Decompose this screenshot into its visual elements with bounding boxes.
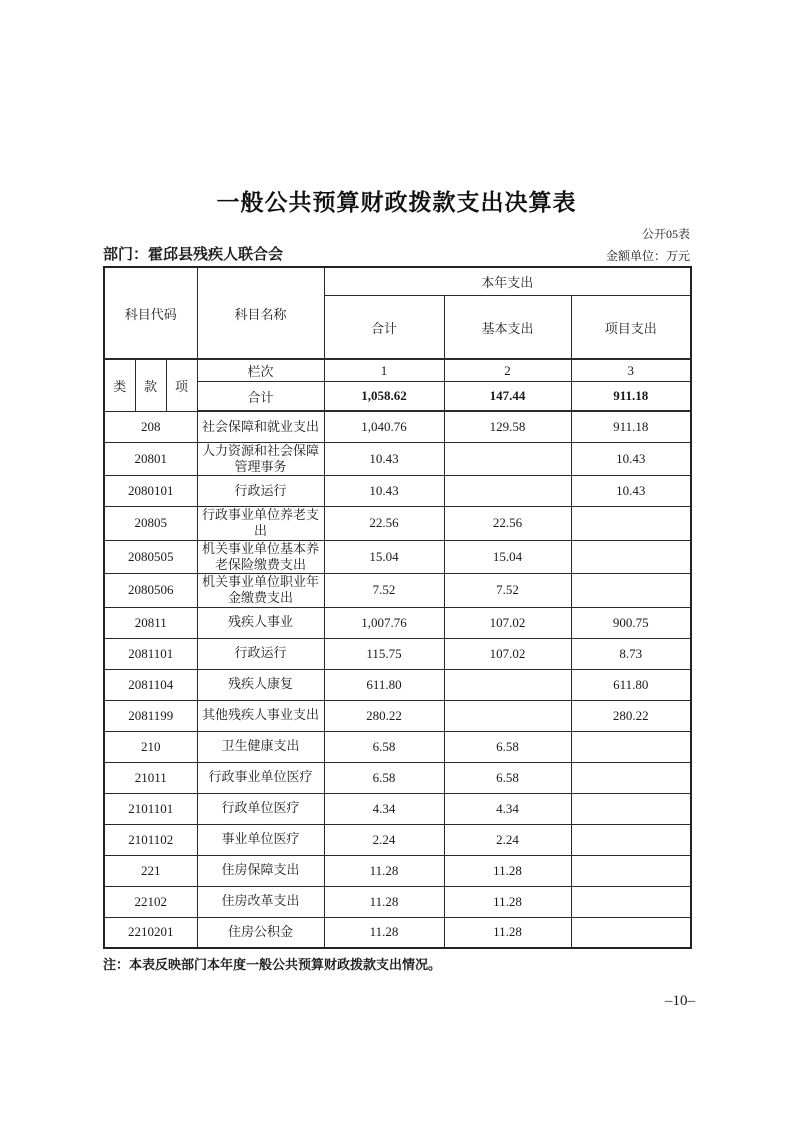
basic-value-cell: 4.34: [444, 793, 571, 824]
department-label: 部门：霍邱县残疾人联合会: [103, 247, 284, 263]
project-value-cell: [571, 824, 691, 855]
basic-value-cell: 2.24: [444, 824, 571, 855]
basic-value-cell: [444, 700, 571, 731]
subject-code-cell: 2101102: [104, 824, 197, 855]
table-row: [104, 700, 691, 731]
basic-value-cell: 6.58: [444, 731, 571, 762]
project-value-cell: [571, 540, 691, 574]
basic-value-cell: 15.04: [444, 540, 571, 574]
table-row: [104, 607, 691, 638]
basic-value-cell: [444, 442, 571, 476]
total-value-cell: 7.52: [324, 574, 444, 608]
total-value-cell: 4.34: [324, 793, 444, 824]
column-index-label: 栏次: [197, 359, 324, 382]
header-row-1: [104, 267, 691, 296]
footnote: 注：本表反映部门本年度一般公共预算财政拨款支出情况。: [103, 957, 442, 972]
project-value-cell: [571, 762, 691, 793]
grand-total-label: 合计: [197, 382, 324, 412]
page-title: 一般公共预算财政拨款支出决算表: [216, 189, 577, 215]
form-code-label: 公开05表: [641, 227, 690, 241]
subject-code-cell: 2101101: [104, 793, 197, 824]
total-value-cell: 11.28: [324, 855, 444, 886]
header-section: 款: [135, 359, 166, 411]
basic-value-cell: 11.28: [444, 886, 571, 917]
header-col-basic: 基本支出: [444, 296, 571, 360]
subject-name-cell: 机关事业单位基本养老保险缴费支出: [197, 540, 324, 574]
subject-name-cell: 行政事业单位养老支出: [197, 507, 324, 541]
subject-code-cell: 22102: [104, 886, 197, 917]
subject-code-cell: 2210201: [104, 917, 197, 948]
project-value-cell: 10.43: [571, 442, 691, 476]
subject-code-cell: 2080506: [104, 574, 197, 608]
grand-total-total: 1,058.62: [324, 382, 444, 412]
table-row: [104, 442, 691, 476]
basic-value-cell: 11.28: [444, 917, 571, 948]
project-value-cell: 10.43: [571, 476, 691, 507]
subject-name-cell: 社会保障和就业支出: [197, 411, 324, 442]
subject-code-cell: 221: [104, 855, 197, 886]
table-row: [104, 574, 691, 608]
subject-code-cell: 2081199: [104, 700, 197, 731]
header-subject-code: 科目代码: [104, 267, 197, 359]
table-row: [104, 411, 691, 442]
table-row: [104, 638, 691, 669]
total-value-cell: 6.58: [324, 731, 444, 762]
total-value-cell: 22.56: [324, 507, 444, 541]
total-value-cell: 11.28: [324, 886, 444, 917]
document-content: [103, 0, 690, 973]
meta-row: [103, 243, 690, 264]
total-value-cell: 1,007.76: [324, 607, 444, 638]
project-value-cell: [571, 731, 691, 762]
project-value-cell: [571, 886, 691, 917]
subject-name-cell: 残疾人事业: [197, 607, 324, 638]
subject-code-cell: 210: [104, 731, 197, 762]
unit-label: 金额单位：万元: [605, 249, 690, 263]
subject-name-cell: 残疾人康复: [197, 669, 324, 700]
table-row: [104, 917, 691, 948]
subject-code-cell: 2080101: [104, 476, 197, 507]
project-value-cell: 280.22: [571, 700, 691, 731]
project-value-cell: 611.80: [571, 669, 691, 700]
total-value-cell: 6.58: [324, 762, 444, 793]
table-row: [104, 886, 691, 917]
project-value-cell: 911.18: [571, 411, 691, 442]
project-value-cell: 900.75: [571, 607, 691, 638]
project-value-cell: 8.73: [571, 638, 691, 669]
subject-code-cell: 2081104: [104, 669, 197, 700]
subject-code-cell: 2080505: [104, 540, 197, 574]
basic-value-cell: 107.02: [444, 607, 571, 638]
subject-name-cell: 住房改革支出: [197, 886, 324, 917]
column-number-3: 3: [571, 359, 691, 382]
subject-code-cell: 21011: [104, 762, 197, 793]
column-number-2: 2: [444, 359, 571, 382]
subject-name-cell: 人力资源和社会保障管理事务: [197, 442, 324, 476]
table-row: [104, 793, 691, 824]
expenditure-table: [103, 266, 692, 949]
total-value-cell: 10.43: [324, 442, 444, 476]
total-value-cell: 115.75: [324, 638, 444, 669]
subject-name-cell: 住房公积金: [197, 917, 324, 948]
basic-value-cell: 22.56: [444, 507, 571, 541]
subject-name-cell: 行政单位医疗: [197, 793, 324, 824]
column-number-1: 1: [324, 359, 444, 382]
header-category: 类: [104, 359, 135, 411]
total-value-cell: 15.04: [324, 540, 444, 574]
subject-code-cell: 20811: [104, 607, 197, 638]
total-value-cell: 10.43: [324, 476, 444, 507]
table-row: [104, 507, 691, 541]
header-item: 项: [166, 359, 197, 411]
total-value-cell: 611.80: [324, 669, 444, 700]
subject-name-cell: 行政运行: [197, 638, 324, 669]
basic-value-cell: 11.28: [444, 855, 571, 886]
subject-name-cell: 卫生健康支出: [197, 731, 324, 762]
grand-total-basic: 147.44: [444, 382, 571, 412]
subject-name-cell: 行政事业单位医疗: [197, 762, 324, 793]
header-subject-name: 科目名称: [197, 267, 324, 359]
project-value-cell: [571, 507, 691, 541]
basic-value-cell: 6.58: [444, 762, 571, 793]
header-col-project: 项目支出: [571, 296, 691, 360]
basic-value-cell: 7.52: [444, 574, 571, 608]
table-row: [104, 669, 691, 700]
table-body: [104, 411, 691, 948]
subject-name-cell: 事业单位医疗: [197, 824, 324, 855]
subject-code-cell: 2081101: [104, 638, 197, 669]
total-value-cell: 2.24: [324, 824, 444, 855]
table-row: [104, 476, 691, 507]
table-row: [104, 731, 691, 762]
basic-value-cell: [444, 476, 571, 507]
column-index-row: [104, 359, 691, 382]
table-row: [104, 855, 691, 886]
basic-value-cell: [444, 669, 571, 700]
subject-name-cell: 其他残疾人事业支出: [197, 700, 324, 731]
subject-name-cell: 机关事业单位职业年金缴费支出: [197, 574, 324, 608]
table-row: [104, 762, 691, 793]
table-row: [104, 824, 691, 855]
total-value-cell: 1,040.76: [324, 411, 444, 442]
basic-value-cell: 107.02: [444, 638, 571, 669]
subject-code-cell: 20801: [104, 442, 197, 476]
project-value-cell: [571, 574, 691, 608]
basic-value-cell: 129.58: [444, 411, 571, 442]
total-value-cell: 280.22: [324, 700, 444, 731]
subject-name-cell: 住房保障支出: [197, 855, 324, 886]
header-col-total: 合计: [324, 296, 444, 360]
project-value-cell: [571, 855, 691, 886]
total-value-cell: 11.28: [324, 917, 444, 948]
table-row: [104, 540, 691, 574]
subject-code-cell: 208: [104, 411, 197, 442]
subject-code-cell: 20805: [104, 507, 197, 541]
header-current-year: 本年支出: [324, 267, 691, 296]
project-value-cell: [571, 793, 691, 824]
subject-name-cell: 行政运行: [197, 476, 324, 507]
project-value-cell: [571, 917, 691, 948]
grand-total-project: 911.18: [571, 382, 691, 412]
page-number: –10–: [665, 993, 695, 1009]
